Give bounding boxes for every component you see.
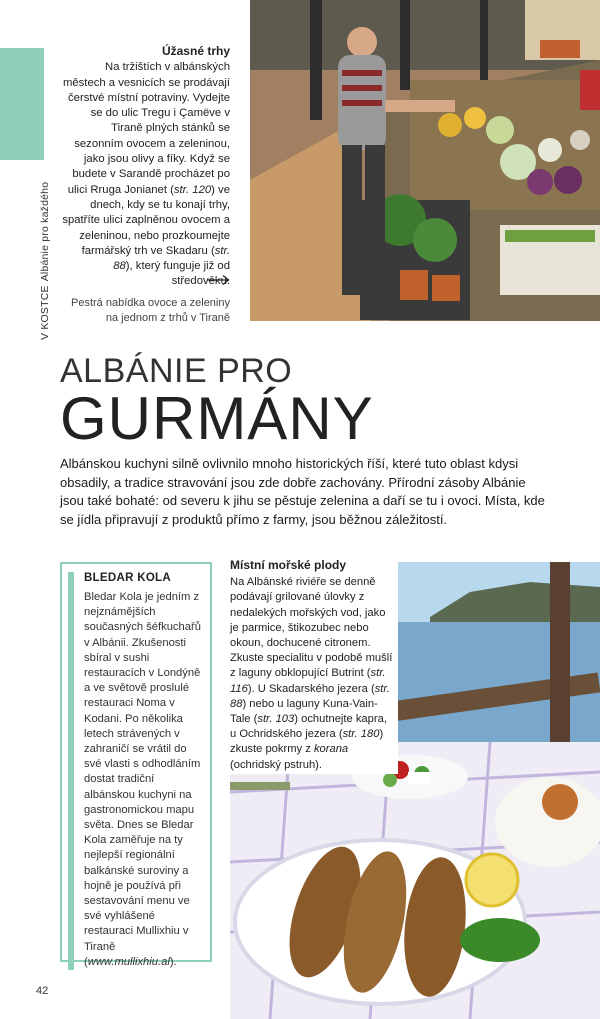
markets-sidebar	[60, 44, 230, 290]
heading-line1: ALBÁNIE PRO	[60, 352, 293, 390]
section-running-head: V KOSTCEAlbánie pro každého	[39, 181, 51, 340]
section-tab	[0, 48, 44, 160]
markets-title: Úžasné trhy	[161, 44, 230, 58]
arrow-right-icon	[206, 274, 230, 286]
seafood-sidebar	[226, 556, 398, 774]
market-photo	[250, 0, 600, 321]
market-photo-caption: Pestrá nabídka ovoce a zeleniny na jednom z trhů v Tiraně	[71, 297, 230, 324]
page-number: 42	[36, 985, 49, 997]
seafood-body: Na Albánské riviéře se denně podávají grilované úlovky z nedalekých mořských vod, jako je parmice, štikozubec nebo okoun, dochucené citronem. Zkuste specialitu v podobě mušlí z laguny obklopující Butrint (str. 116). U Skadarského jezera (str. 88) nebo u laguny Kuna-Vain-Tale (str. 103) ochutnejte kapra, u Ochridského jezera (str. 180) zkuste pokrmy z korana (ochridský pstruh).	[230, 576, 393, 771]
chef-body: Bledar Kola je jedním z nejznámějších současných šéfkuchařů v Albánii. Zkušenosti sbíral v sushi restauracích v Londýně a ve světově proslulé restauraci Noma v Kodani. Po několika letech strávených v zahraničí se vrátil do své vlasti s odhodláním dostat tradiční albánskou kuchyni na gastronomickou mapu světa. Dnes se Bledar Kola zaměřuje na ty nejlepší regionální balkánské suroviny a hojně je používá při sestavování menu ve své vyhlášené restauraci Mullixhiu v Tiraně (www.mullixhiu.al).	[84, 591, 201, 968]
heading-line2: GURMÁNY	[60, 385, 374, 452]
markets-body: Na tržištích v albánských městech a vesnicích se prodávají čerstvé místní potraviny. Vydejte se do ulic Tregu i Çamëve v Tiraně plných stánků se sezonním ovocem a zeleninou, jako jsou olivy a fíky. Když se budete v Sarandě procházet po ulici Rruga Jonianet (str. 120) ve dnech, kdy se tu konají trhy, spatříte ulici zaplněnou ovocem a zeleninou, nebo prozkoumejte farmářský trh ve Skadaru (str. 88), který funguje již od středověku.	[62, 61, 230, 288]
intro-paragraph: Albánskou kuchyni silně ovlivnilo mnoho historických říší, které tuto oblast kdysi obsadily, a tradice stravování jsou zde dobře zachovány. Přírodní zásoby Albánie jsou také bohaté: od severu k jihu se pěstuje zelenina a daří se tu i ovoci. Místa, kde se jídla připravují z produktů přímo z farmy, jsou běžnou záležitostí.	[60, 456, 545, 527]
chef-name: BLEDAR KOLA	[84, 572, 171, 584]
chef-sidebar	[60, 562, 212, 968]
chef-sidebar-content	[68, 572, 206, 970]
seafood-title: Místní mořské plody	[230, 558, 347, 572]
